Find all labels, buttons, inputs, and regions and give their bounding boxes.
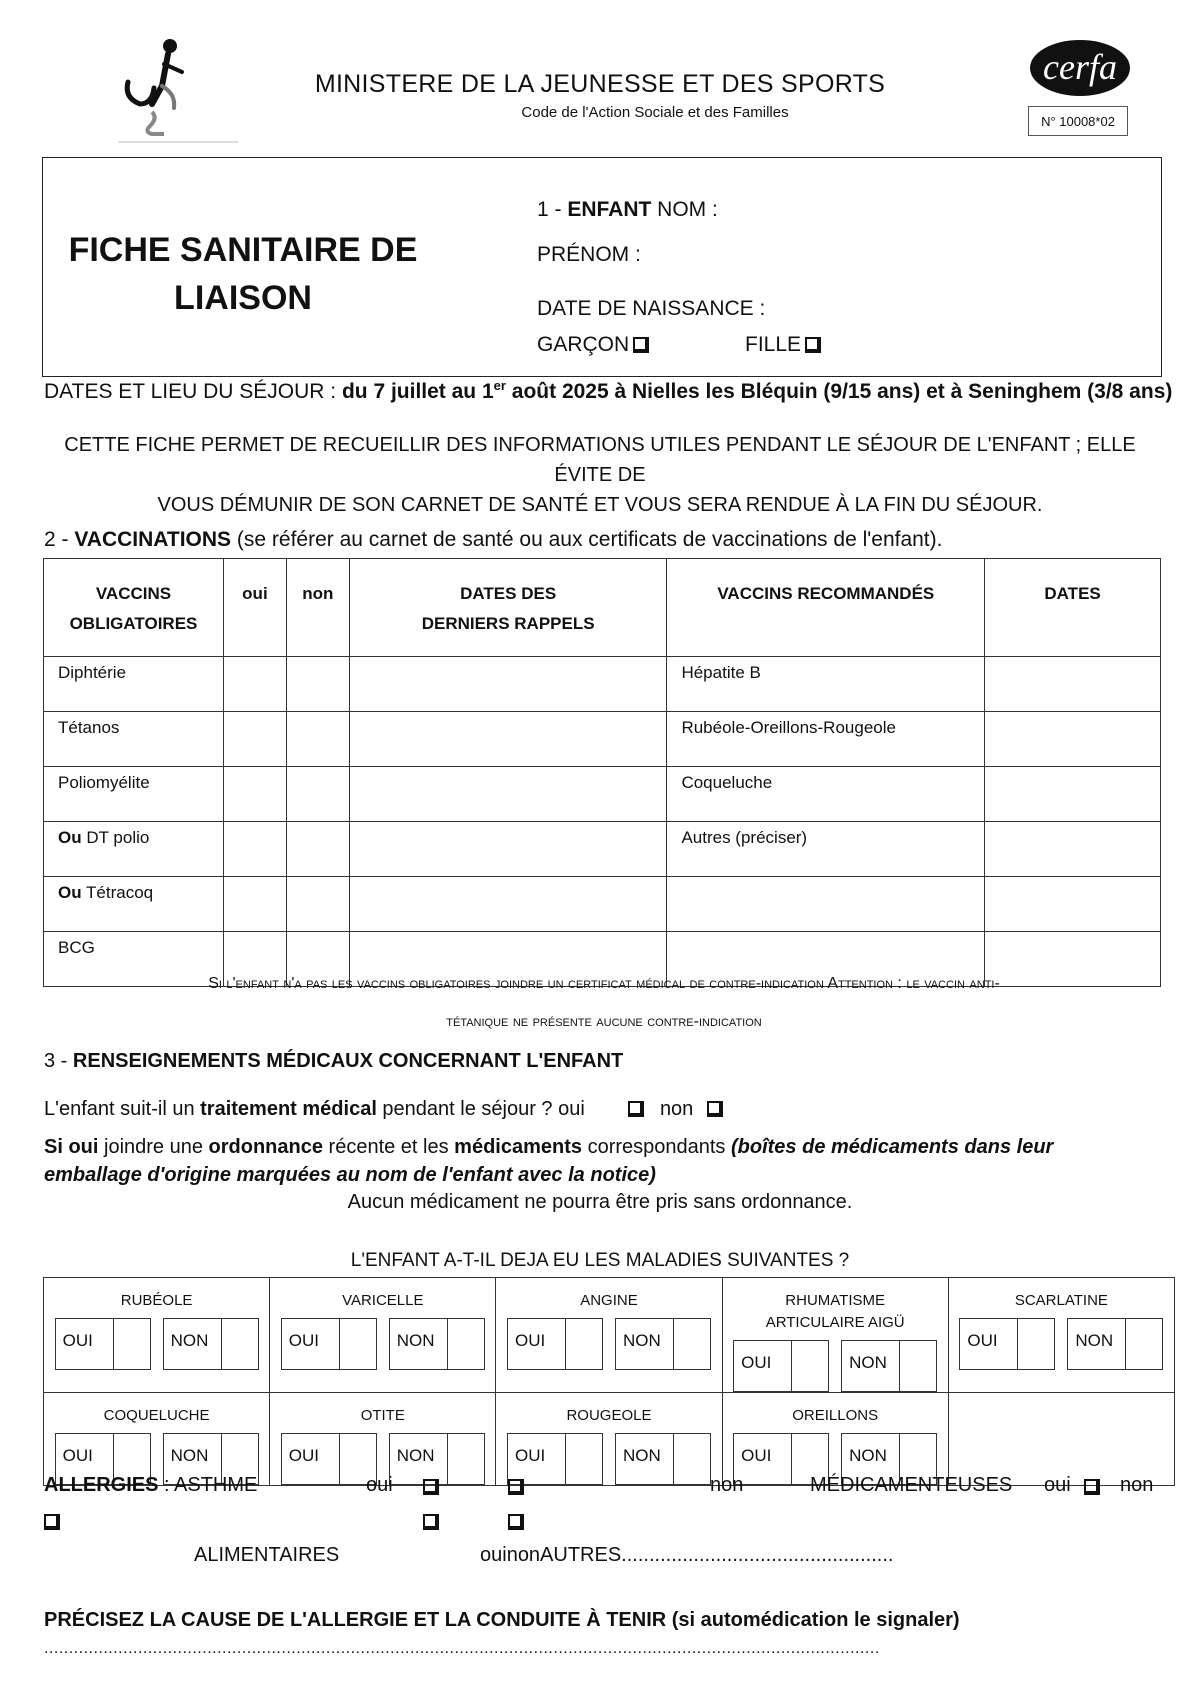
alimentaires-oui-checkbox-icon[interactable] bbox=[423, 1514, 439, 1530]
header-dates: DATES bbox=[985, 559, 1161, 657]
vac-rappel-cell[interactable] bbox=[349, 822, 667, 877]
sejour-line bbox=[44, 378, 1172, 404]
ord-a: Si oui bbox=[44, 1136, 99, 1158]
section-number: 1 - bbox=[537, 198, 568, 221]
vaccine-prefix: Ou bbox=[58, 828, 82, 847]
disease-name: VARICELLE bbox=[342, 1292, 424, 1309]
medicamenteuses-non-label: non bbox=[1120, 1474, 1154, 1496]
disease-cell bbox=[496, 1278, 722, 1393]
disease-cell bbox=[270, 1278, 496, 1393]
disease-name: ROUGEOLE bbox=[566, 1407, 652, 1424]
disease-non-box[interactable] bbox=[389, 1318, 485, 1370]
disease-non-label: NON bbox=[396, 1331, 435, 1350]
treatment-b: traitement médical bbox=[200, 1098, 377, 1120]
medicamenteuses-label: MÉDICAMENTEUSES bbox=[810, 1474, 1013, 1496]
disease-non-checkbox[interactable] bbox=[673, 1434, 710, 1484]
disease-oui-box[interactable] bbox=[507, 1433, 603, 1485]
prenom-field[interactable]: PRÉNOM : bbox=[537, 243, 641, 266]
sejour-label: DATES ET LIEU DU SÉJOUR : bbox=[44, 380, 342, 403]
disease-cell bbox=[722, 1278, 948, 1393]
med-title: RENSEIGNEMENTS MÉDICAUX CONCERNANT L'ENFANT bbox=[72, 1050, 624, 1072]
alimentaires-non-checkbox-icon[interactable] bbox=[508, 1514, 524, 1530]
vac-rappel-cell[interactable] bbox=[349, 657, 667, 712]
cerfa-logo: cerfa bbox=[1030, 40, 1130, 96]
disease-non-checkbox[interactable] bbox=[221, 1319, 258, 1369]
vaccination-footnote bbox=[44, 965, 1164, 1041]
sejour-sup: er bbox=[493, 378, 506, 393]
sejour-dates-a: du 7 juillet au 1 bbox=[341, 380, 494, 403]
disease-oui-label: OUI bbox=[967, 1331, 998, 1350]
vac-oui-cell[interactable] bbox=[223, 767, 286, 822]
vaccine-name bbox=[44, 657, 224, 712]
header-obligatoires bbox=[44, 559, 224, 657]
fille-label: FILLE bbox=[745, 333, 802, 356]
disease-oui-checkbox[interactable] bbox=[1017, 1319, 1054, 1369]
disease-cell bbox=[496, 1393, 722, 1486]
vaccinations-heading bbox=[44, 528, 942, 552]
disease-oui-box[interactable] bbox=[55, 1318, 151, 1370]
disease-oui-label: OUI bbox=[62, 1331, 93, 1350]
ord-g: (boîtes de médicaments dans leur emballage d'origine marquées au nom de l'enfant avec la notice) bbox=[44, 1136, 1054, 1186]
disease-non-checkbox[interactable] bbox=[673, 1319, 710, 1369]
disease-non-label: NON bbox=[622, 1446, 661, 1465]
disease-non-label: NON bbox=[170, 1446, 209, 1465]
vac-row bbox=[44, 657, 1161, 712]
med-number: 3 - bbox=[44, 1050, 73, 1072]
disease-non-label: NON bbox=[849, 1446, 887, 1465]
vac-oui-cell[interactable] bbox=[223, 877, 286, 932]
diseases-row bbox=[44, 1278, 1175, 1393]
disease-cell bbox=[948, 1393, 1174, 1486]
disease-oui-label: OUI bbox=[514, 1446, 546, 1465]
disease-oui-box[interactable] bbox=[959, 1318, 1055, 1370]
disease-oui-box[interactable] bbox=[733, 1340, 829, 1392]
allergies-line1 bbox=[44, 1474, 1154, 1497]
vaccine-label: BCG bbox=[58, 938, 95, 957]
recommended-vaccine bbox=[667, 877, 985, 932]
vac-title: VACCINATIONS bbox=[74, 528, 232, 551]
vac-rappel-cell[interactable] bbox=[349, 877, 667, 932]
disease-non-box[interactable] bbox=[1067, 1318, 1163, 1370]
ord-b: joindre une bbox=[98, 1136, 209, 1158]
precisez-heading: PRÉCISEZ LA CAUSE DE L'ALLERGIE ET LA CONDUITE À TENIR (si automédication le signaler) bbox=[44, 1609, 960, 1631]
disease-answer bbox=[949, 1318, 1174, 1370]
disease-cell bbox=[948, 1278, 1174, 1393]
vac-row bbox=[44, 767, 1161, 822]
ord-f: correspondants bbox=[582, 1136, 731, 1158]
header-obligatoires-1: VACCINS bbox=[95, 584, 172, 603]
vaccine-label: Tétracoq bbox=[81, 883, 154, 902]
vac-non-cell[interactable] bbox=[286, 822, 349, 877]
disease-oui-label: OUI bbox=[288, 1331, 320, 1350]
disease-name: RHUMATISME ARTICULAIRE AIGÜ bbox=[765, 1292, 905, 1331]
disease-name: ANGINE bbox=[580, 1292, 638, 1309]
disease-non-box[interactable] bbox=[615, 1318, 711, 1370]
cerfa-number: N° 10008*02 bbox=[1028, 106, 1128, 136]
disease-oui-label: OUI bbox=[514, 1331, 546, 1350]
ordonnance-text bbox=[44, 1133, 1154, 1189]
disease-name: RUBÉOLE bbox=[120, 1292, 193, 1309]
precisez-answer-line[interactable]: ......................................................................................................................................................................... bbox=[44, 1640, 880, 1657]
fille-checkbox-icon[interactable] bbox=[805, 337, 821, 353]
disease-oui-checkbox[interactable] bbox=[113, 1319, 150, 1369]
vac-row bbox=[44, 877, 1161, 932]
vaccine-name bbox=[44, 877, 224, 932]
vac-row bbox=[44, 822, 1161, 877]
medicamenteuses-oui-label: oui bbox=[1044, 1474, 1071, 1496]
disease-non-checkbox[interactable] bbox=[899, 1341, 936, 1391]
disease-non-box[interactable] bbox=[841, 1340, 937, 1392]
vac-non-cell[interactable] bbox=[286, 712, 349, 767]
vac-non-cell[interactable] bbox=[286, 767, 349, 822]
notice-text bbox=[40, 430, 1160, 520]
autres-field[interactable]: ouinonAUTRES................................................. bbox=[480, 1544, 894, 1566]
vac-non-cell[interactable] bbox=[286, 657, 349, 712]
sejour-dates-b: août 2025 à Nielles les Bléquin (9/15 ans) et à Seninghem (3/8 ans) bbox=[505, 380, 1173, 403]
disease-name: COQUELUCHE bbox=[103, 1407, 210, 1424]
diseases-row bbox=[44, 1393, 1175, 1486]
disease-non-box[interactable] bbox=[163, 1318, 259, 1370]
treatment-question bbox=[44, 1098, 723, 1121]
vac-rappel-cell[interactable] bbox=[349, 767, 667, 822]
vac-non-cell[interactable] bbox=[286, 877, 349, 932]
enfant-nom-field[interactable] bbox=[537, 198, 718, 222]
disease-oui-box[interactable] bbox=[507, 1318, 603, 1370]
vac-rappel-cell[interactable] bbox=[349, 712, 667, 767]
medicamenteuses-non-checkbox-icon[interactable] bbox=[44, 1514, 60, 1530]
nom-label: NOM : bbox=[651, 198, 718, 221]
disease-answer bbox=[270, 1318, 495, 1370]
disease-answer bbox=[723, 1340, 948, 1392]
ord-e: médicaments bbox=[454, 1136, 583, 1158]
vac-oui-cell[interactable] bbox=[223, 657, 286, 712]
disease-cell bbox=[722, 1393, 948, 1486]
disease-oui-label: OUI bbox=[741, 1353, 772, 1372]
asthme-oui-checkbox-icon[interactable] bbox=[423, 1479, 439, 1495]
disease-non-label: NON bbox=[1075, 1331, 1114, 1350]
vaccine-prefix: Ou bbox=[58, 883, 82, 902]
disease-oui-label: OUI bbox=[741, 1446, 772, 1465]
disease-non-box[interactable] bbox=[615, 1433, 711, 1485]
disease-answer bbox=[496, 1433, 721, 1485]
header-oui: oui bbox=[223, 559, 286, 657]
treatment-non-checkbox-icon[interactable] bbox=[707, 1101, 723, 1117]
vaccine-name bbox=[44, 712, 224, 767]
disease-oui-checkbox[interactable] bbox=[565, 1434, 602, 1484]
vaccine-name bbox=[44, 822, 224, 877]
recommended-vaccine: Rubéole-Oreillons-Rougeole bbox=[667, 712, 985, 767]
vaccine-name bbox=[44, 767, 224, 822]
disease-non-checkbox[interactable] bbox=[447, 1319, 484, 1369]
disease-cell bbox=[44, 1278, 270, 1393]
recommended-vaccine: Autres (préciser) bbox=[667, 822, 985, 877]
fille-option[interactable] bbox=[745, 333, 821, 357]
disease-non-label: NON bbox=[170, 1331, 209, 1350]
recommended-date-cell[interactable] bbox=[985, 657, 1161, 712]
disease-non-box[interactable] bbox=[389, 1433, 485, 1485]
recommended-date-cell[interactable] bbox=[985, 822, 1161, 877]
treatment-non-label: non bbox=[659, 1098, 694, 1120]
notice-line2: VOUS DÉMUNIR DE SON CARNET DE SANTÉ ET VOUS SERA RENDUE À LA FIN DU SÉJOUR. bbox=[157, 494, 1043, 516]
asthme-label: : ASTHME bbox=[158, 1474, 258, 1496]
recommended-date-cell[interactable] bbox=[985, 712, 1161, 767]
asthme-non-checkbox-icon[interactable] bbox=[508, 1479, 524, 1495]
date-naissance-field[interactable]: DATE DE NAISSANCE : bbox=[537, 297, 766, 320]
ord-c: ordonnance bbox=[208, 1136, 323, 1158]
asthme-non-label: non bbox=[710, 1474, 744, 1496]
vaccine-label: DT polio bbox=[81, 828, 150, 847]
form-title-line2: LIAISON bbox=[174, 279, 312, 317]
vaccine-label: Diphtérie bbox=[58, 663, 127, 682]
disease-oui-checkbox[interactable] bbox=[565, 1319, 602, 1369]
disease-oui-label: OUI bbox=[62, 1446, 93, 1465]
disease-oui-box[interactable] bbox=[281, 1433, 377, 1485]
disease-non-label: NON bbox=[622, 1331, 661, 1350]
disease-answer bbox=[496, 1318, 721, 1370]
disease-oui-checkbox[interactable] bbox=[791, 1341, 828, 1391]
form-title-line1: FICHE SANITAIRE DE bbox=[68, 231, 418, 269]
vaccine-label: Tétanos bbox=[58, 718, 120, 737]
vaccine-label: Poliomyélite bbox=[58, 773, 150, 792]
ord-d: récente et les bbox=[322, 1136, 455, 1158]
disease-oui-box[interactable] bbox=[281, 1318, 377, 1370]
disease-answer bbox=[44, 1318, 269, 1370]
aucun-medicament-text: Aucun médicament ne pourra être pris sans ordonnance. bbox=[347, 1191, 853, 1213]
header-non: non bbox=[286, 559, 349, 657]
treatment-oui-checkbox-icon[interactable] bbox=[628, 1101, 644, 1117]
disease-oui-label: OUI bbox=[288, 1446, 320, 1465]
footnote-line2: tétanique ne présente aucune contre-indication bbox=[446, 1013, 762, 1030]
disease-cell bbox=[270, 1393, 496, 1486]
footnote-line1: Si l'enfant n'a pas les vaccins obligatoires joindre un certificat médical de contre-indication Attention : le vaccin anti- bbox=[208, 975, 1000, 992]
ministry-title: MINISTERE DE LA JEUNESSE ET DES SPORTS bbox=[314, 70, 886, 98]
alimentaires-label: ALIMENTAIRES bbox=[194, 1544, 340, 1566]
header-rappels-1: DATES DES bbox=[460, 584, 557, 603]
disease-name: SCARLATINE bbox=[1014, 1292, 1108, 1309]
header-rappels bbox=[349, 559, 667, 657]
vac-number: 2 - bbox=[44, 528, 75, 551]
vac-header-row bbox=[44, 559, 1161, 657]
treatment-c: pendant le séjour ? oui bbox=[376, 1098, 585, 1120]
disease-non-label: NON bbox=[396, 1446, 435, 1465]
disease-non-label: NON bbox=[849, 1353, 887, 1372]
header-obligatoires-2: OBLIGATOIRES bbox=[69, 614, 198, 633]
recommended-vaccine: Hépatite B bbox=[667, 657, 985, 712]
form-title bbox=[58, 226, 428, 322]
notice-line1: CETTE FICHE PERMET DE RECUEILLIR DES INFORMATIONS UTILES PENDANT LE SÉJOUR DE L'ENFANT ; ELLE ÉVITE DE bbox=[64, 434, 1136, 486]
vac-row bbox=[44, 712, 1161, 767]
treatment-a: L'enfant suit-il un bbox=[44, 1098, 201, 1120]
vaccinations-table bbox=[43, 558, 1161, 987]
code-subtitle: Code de l'Action Sociale et des Familles bbox=[521, 104, 789, 121]
disease-name: OREILLONS bbox=[792, 1407, 879, 1424]
garcon-option[interactable] bbox=[537, 333, 649, 357]
disease-name: OTITE bbox=[360, 1407, 405, 1424]
recommended-date-cell[interactable] bbox=[985, 767, 1161, 822]
asthme-oui-label: oui bbox=[366, 1474, 393, 1496]
disease-oui-checkbox[interactable] bbox=[339, 1319, 376, 1369]
disease-non-checkbox[interactable] bbox=[447, 1434, 484, 1484]
vac-oui-cell[interactable] bbox=[223, 822, 286, 877]
garcon-checkbox-icon[interactable] bbox=[633, 337, 649, 353]
maladies-title: L'ENFANT A-T-IL DEJA EU LES MALADIES SUIVANTES ? bbox=[350, 1250, 850, 1271]
diseases-table bbox=[43, 1277, 1175, 1486]
section-label: ENFANT bbox=[567, 198, 652, 221]
vac-subtitle: (se référer au carnet de santé ou aux certificats de vaccinations de l'enfant). bbox=[231, 528, 943, 551]
disease-non-checkbox[interactable] bbox=[1125, 1319, 1162, 1369]
header-rappels-2: DERNIERS RAPPELS bbox=[421, 614, 595, 633]
garcon-label: GARÇON bbox=[537, 333, 630, 356]
vac-oui-cell[interactable] bbox=[223, 712, 286, 767]
recommended-date-cell[interactable] bbox=[985, 877, 1161, 932]
medical-heading bbox=[44, 1050, 623, 1073]
medicamenteuses-oui-checkbox-icon[interactable] bbox=[1084, 1479, 1100, 1495]
allergies-label: ALLERGIES bbox=[44, 1474, 159, 1496]
recommended-vaccine: Coqueluche bbox=[667, 767, 985, 822]
disease-cell bbox=[44, 1393, 270, 1486]
header-recommandes: VACCINS RECOMMANDÉS bbox=[667, 559, 985, 657]
